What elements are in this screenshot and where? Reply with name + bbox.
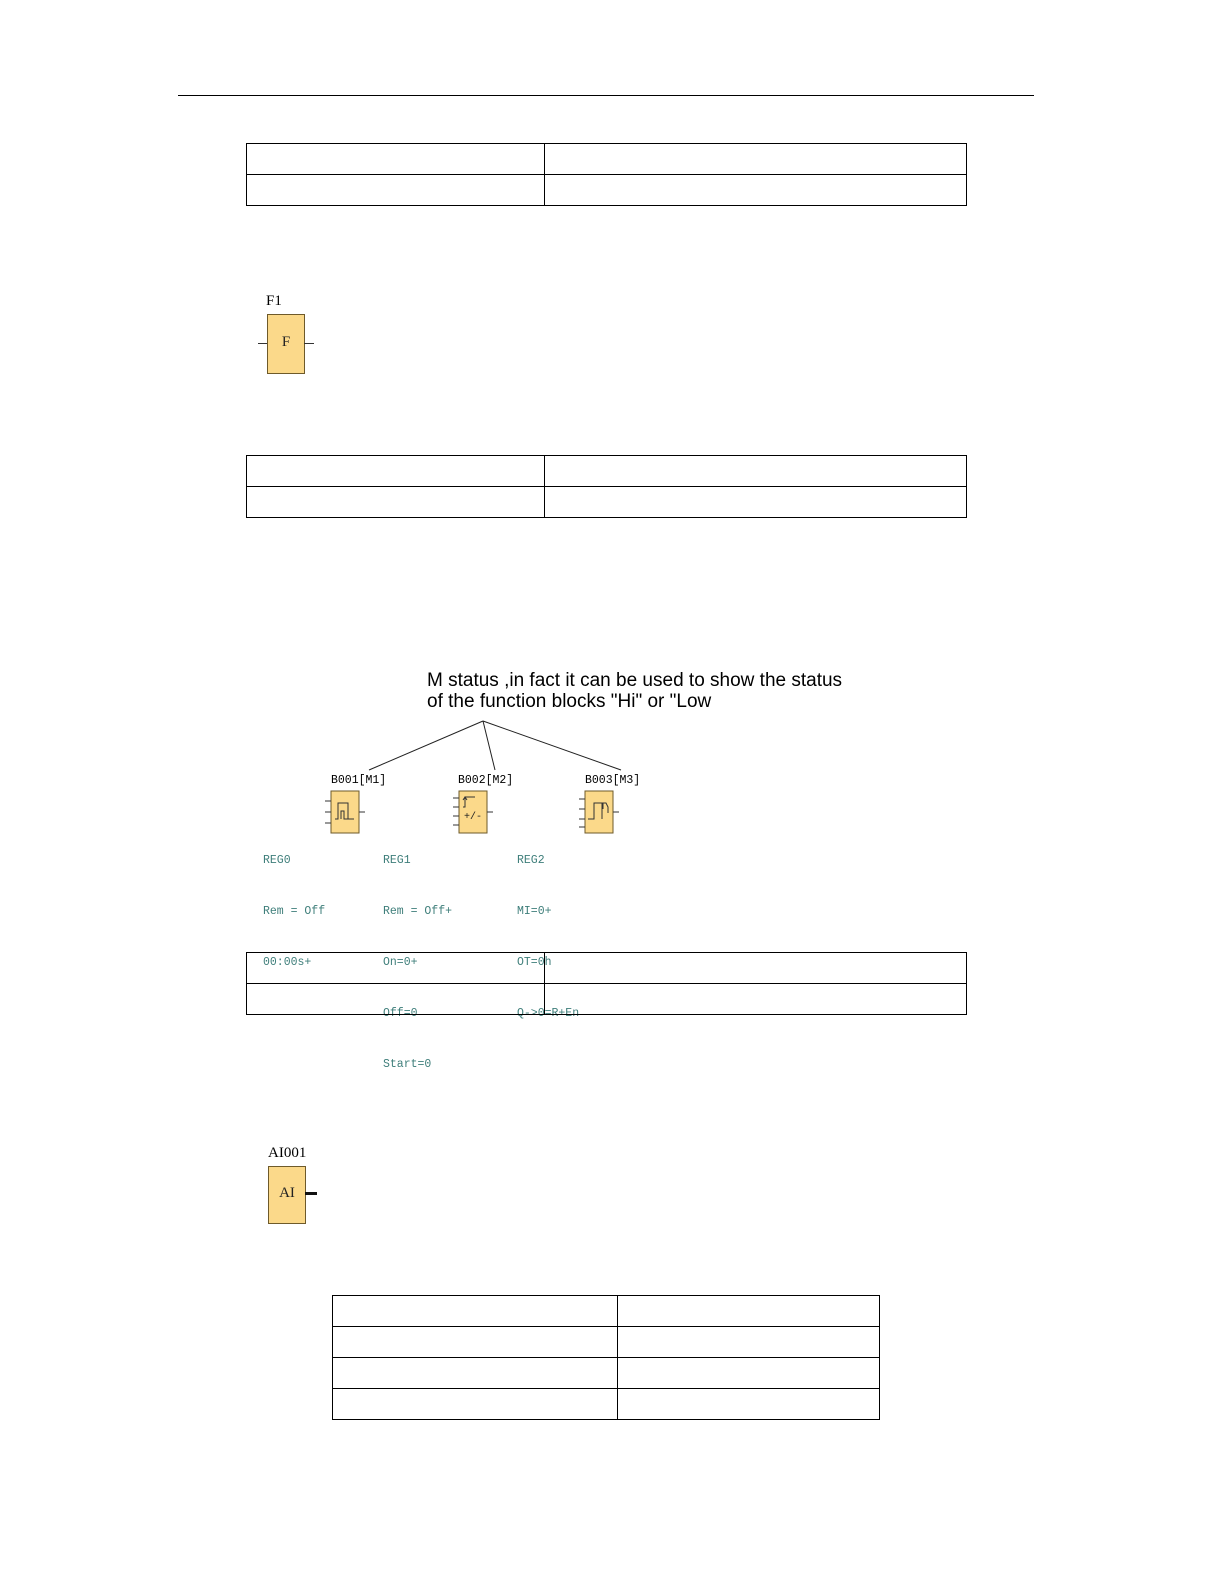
output-pin bbox=[304, 343, 314, 344]
table-cell bbox=[618, 1358, 880, 1389]
table-cell bbox=[333, 1296, 618, 1327]
register-line: REG2 bbox=[517, 854, 545, 867]
table-3 bbox=[246, 952, 967, 1015]
register-line: Q->0=R+En bbox=[517, 1007, 580, 1020]
f-block-symbol: F bbox=[281, 334, 291, 350]
table-row bbox=[247, 487, 967, 518]
header-rule bbox=[178, 95, 1034, 96]
table-cell bbox=[247, 175, 545, 206]
table-cell bbox=[333, 1358, 618, 1389]
table-cell bbox=[545, 984, 967, 1015]
table-cell bbox=[545, 953, 967, 984]
figure-caption-line-2: of the function blocks "Hi" or "Low bbox=[427, 691, 712, 712]
register-line: Rem = Off+ bbox=[383, 905, 453, 918]
m-status-figure bbox=[255, 665, 935, 1071]
register-line: REG1 bbox=[383, 854, 411, 867]
b001-timer-block bbox=[323, 789, 365, 837]
table-cell bbox=[545, 456, 967, 487]
table-row bbox=[247, 984, 967, 1015]
table-row bbox=[333, 1389, 880, 1420]
table-row bbox=[247, 144, 967, 175]
register-line: Off=0 bbox=[383, 1007, 418, 1020]
table-row bbox=[333, 1296, 880, 1327]
table-cell bbox=[618, 1296, 880, 1327]
table-cell bbox=[247, 456, 545, 487]
table-cell bbox=[247, 984, 545, 1015]
table-cell bbox=[545, 487, 967, 518]
table-cell bbox=[333, 1327, 618, 1358]
table-cell bbox=[618, 1389, 880, 1420]
ai-block-box bbox=[268, 1166, 306, 1224]
table-cell bbox=[247, 487, 545, 518]
f-block-name: F1 bbox=[266, 293, 282, 309]
block-b003-name: B003[M3] bbox=[585, 774, 641, 787]
f-function-block bbox=[256, 292, 326, 378]
register-line: On=0+ bbox=[383, 956, 418, 969]
b003-timer-block bbox=[577, 789, 619, 837]
register-line: Rem = Off bbox=[263, 905, 326, 918]
table-cell bbox=[545, 144, 967, 175]
svg-text:+/-: +/- bbox=[463, 812, 483, 823]
callout-lines bbox=[255, 665, 935, 910]
block-b001-name: B001[M1] bbox=[331, 774, 387, 787]
ai-block-name: AI001 bbox=[268, 1145, 307, 1161]
table-cell bbox=[247, 144, 545, 175]
register-line: 00:00s+ bbox=[263, 956, 312, 969]
table-cell bbox=[618, 1327, 880, 1358]
register-line: REG0 bbox=[263, 854, 291, 867]
table-cell bbox=[247, 953, 545, 984]
table-1 bbox=[246, 143, 967, 206]
register-line: MI=0+ bbox=[517, 905, 552, 918]
figure-caption-line-1: M status ,in fact it can be used to show the status bbox=[427, 670, 843, 691]
b003-register-info bbox=[517, 818, 579, 1056]
output-pin bbox=[305, 1192, 317, 1195]
table-row bbox=[247, 953, 967, 984]
table-row bbox=[247, 456, 967, 487]
ai-function-block bbox=[262, 1144, 332, 1230]
table-cell bbox=[545, 175, 967, 206]
table-row bbox=[333, 1358, 880, 1389]
table-row bbox=[333, 1327, 880, 1358]
f-block-box bbox=[267, 314, 305, 374]
table-row bbox=[247, 175, 967, 206]
register-line: Start=0 bbox=[383, 1058, 432, 1071]
table-cell bbox=[333, 1389, 618, 1420]
block-b002-name: B002[M2] bbox=[458, 774, 514, 787]
table-2 bbox=[246, 455, 967, 518]
ai-block-symbol: AI bbox=[279, 1185, 295, 1201]
table-4 bbox=[332, 1295, 880, 1420]
b002-counter-block bbox=[451, 789, 493, 837]
register-line: OT=0h bbox=[517, 956, 552, 969]
